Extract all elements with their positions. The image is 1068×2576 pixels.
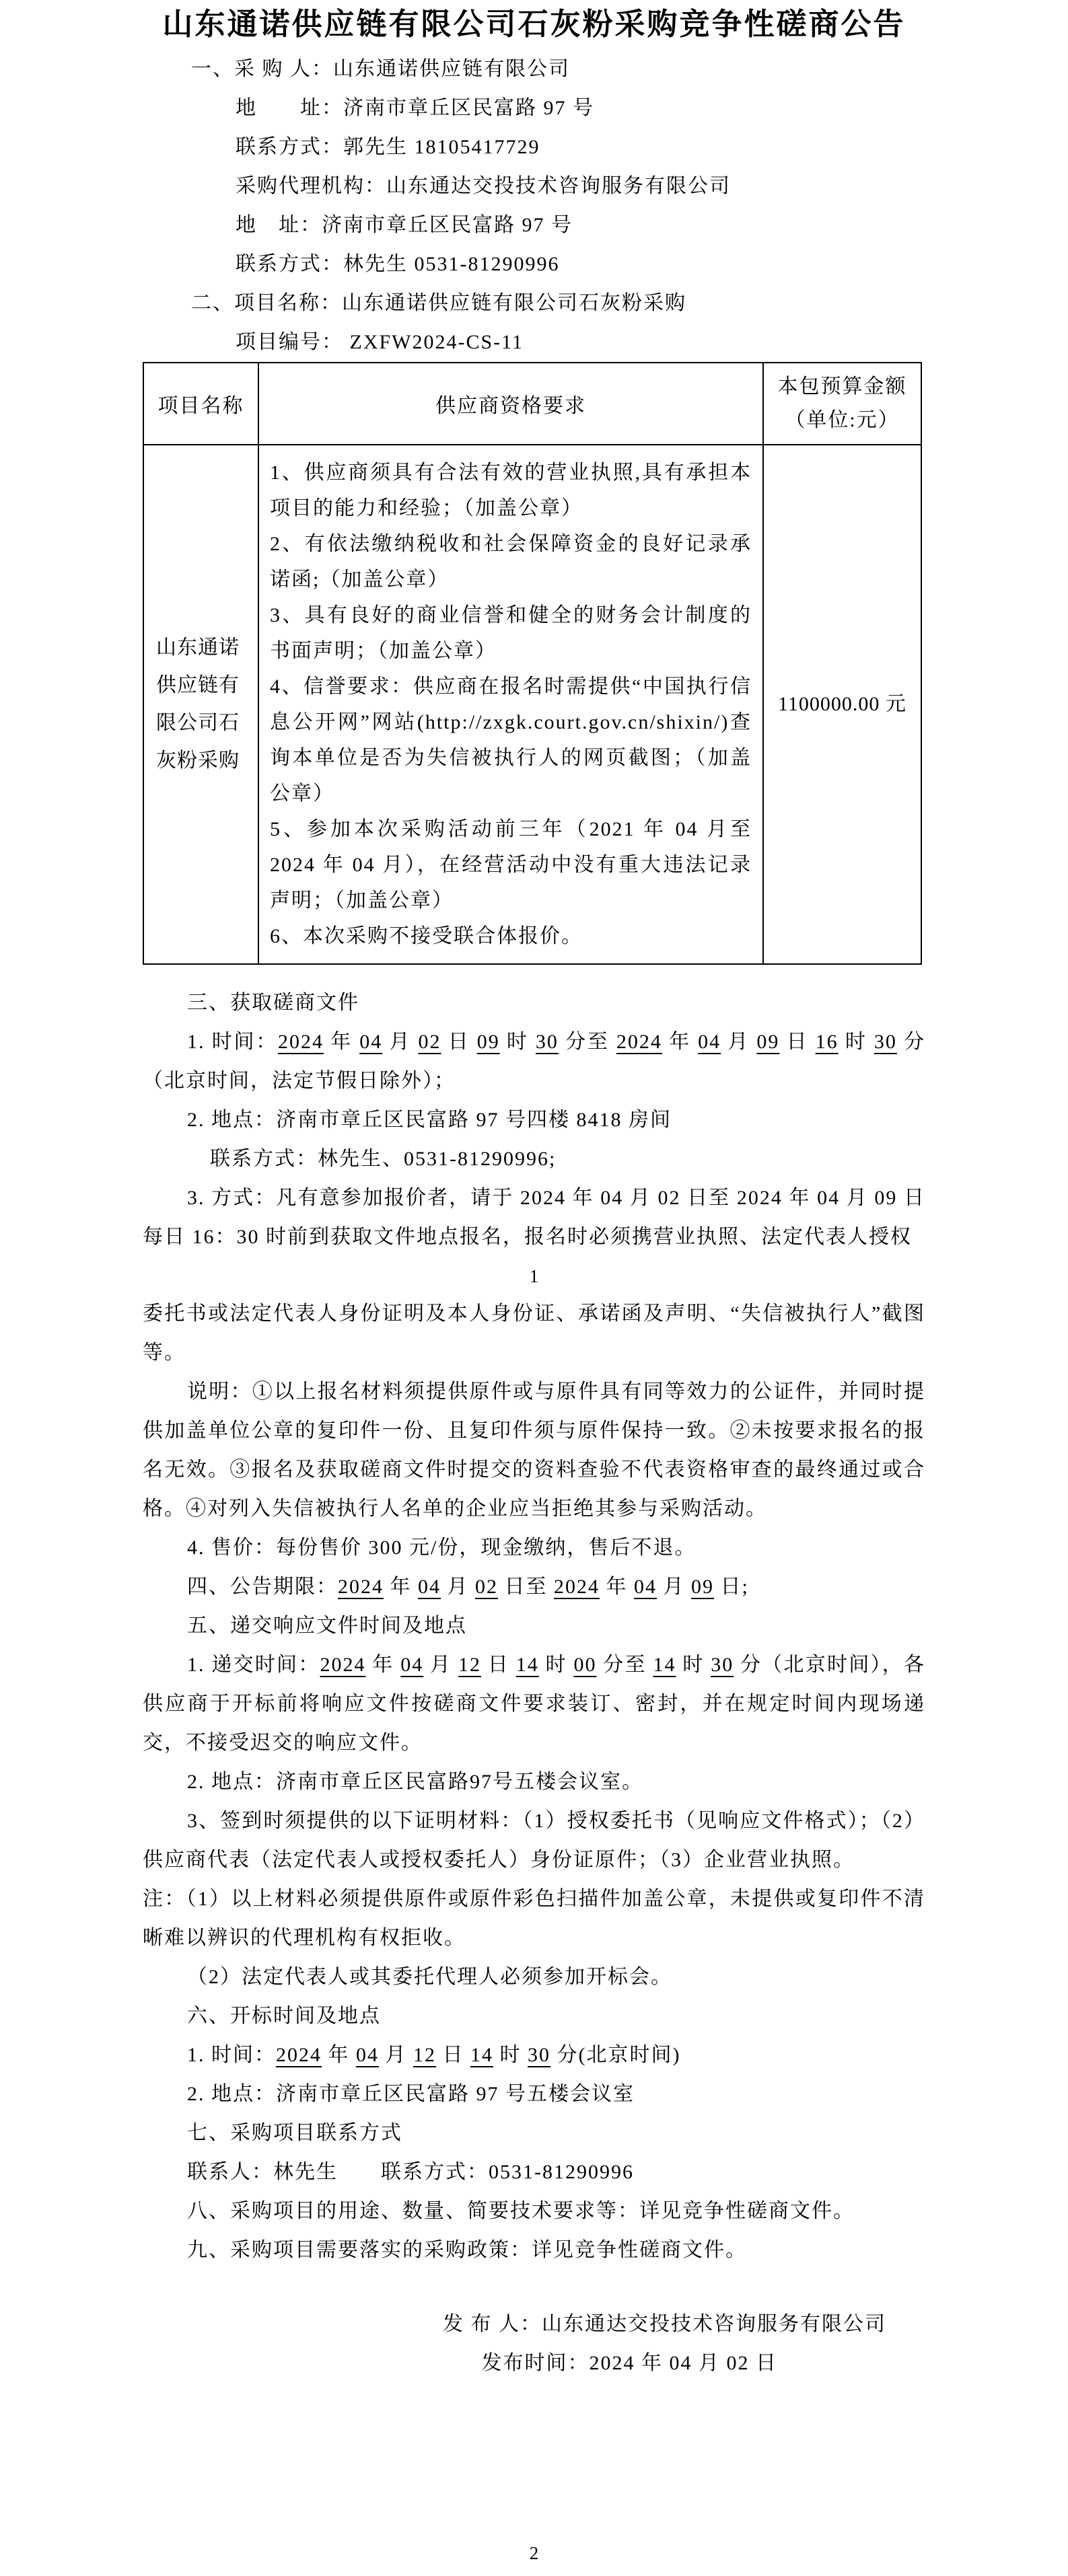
announcement-period-line: 四、公告期限：2024 年 04 月 02 日至 2024 年 04 月 09 日; [187,1576,749,1598]
section7-heading: 七、采购项目联系方式 [187,2122,402,2144]
note-attendance: （2）法定代表人或其委托代理人必须参加开标会。 [187,1966,672,1988]
page-number-1: 1 [529,1266,539,1286]
submit-time-paragraph: 1. 递交时间：2024 年 04 月 12 日 14 时 00 分至 14 时 30 分（北京时间），各供应商于开标前将响应文件按磋商文件要求装订、密封，并在规定时间内现场递交，不接受迟交的响应文件。 [143,1654,925,1754]
note-original-documents: 注：（1）以上材料必须提供原件或原件彩色扫描件加盖公章，未提供或复印件不清晰难以辨识的代理机构有权拒收。 [143,1888,925,1949]
purchaser-line: 一、采 购 人：山东通诺供应链有限公司 [191,58,570,80]
agency-line: 采购代理机构：山东通达交投技术咨询服务有限公司 [236,175,731,197]
table-row [143,445,921,964]
agency-address-line: 地 址：济南市章丘区民富路 97 号 [236,214,573,236]
budget-header [763,363,921,445]
requirement-item: 4、信誉要求：供应商在报名时需提供“中国执行信息公开网”网站(http://zxgk.court.gov.cn/shixin/)查询本单位是否为失信被执行人的网页截图；（加盖公章） [270,675,752,805]
page-2-content [143,1294,925,2383]
document-title: 山东通诺供应链有限公司石灰粉采购竞争性磋商公告 [162,7,906,41]
requirement-item: 6、本次采购不接受联合体报价。 [270,925,583,947]
table-header-row [143,363,921,445]
project-number-line: 项目编号： ZXFW2024-CS-11 [236,331,524,353]
publish-date-line: 发布时间：2024 年 04 月 02 日 [481,2352,777,2374]
project-contact-line: 联系人：林先生 联系方式：0531-81290996 [187,2161,634,2183]
obtain-time-line: 1. 时间：2024 年 04 月 02 日 09 时 30 分至 2024 年 04 月 09 日 16 时 30 分（北京时间，法定节假日除外）； [143,1031,926,1092]
purchaser-address-line: 地 址：济南市章丘区民富路 97 号 [236,97,594,119]
project-name-line: 二、项目名称：山东通诺供应链有限公司石灰粉采购 [191,292,686,314]
project-name-cell: 山东通诺供应链有限公司石灰粉采购 [143,445,258,964]
section6-heading: 六、开标时间及地点 [187,2005,381,2027]
purchaser-contact-line: 联系方式：郭先生 18105417729 [236,136,540,158]
supplier-qualification-header: 供应商资格要求 [258,363,763,445]
method-continuation-paragraph: 委托书或法定代表人身份证明及本人身份证、承诺函及声明、“失信被执行人”截图等。 [143,1302,925,1364]
document-price-line: 4. 售价：每份售价 300 元/份，现金缴纳，售后不退。 [187,1537,697,1559]
registration-notes-paragraph: 说明：①以上报名材料须提供原件或与原件具有同等效力的公证件，并同时提供加盖单位公章的复印件一份、且复印件须与原件保持一致。②未按要求报名的报名无效。③报名及获取磋商文件时提交的资料查验不代表资格审查的最终通过或合格。④对列入失信被执行人名单的企业应当拒绝其参与采购活动。 [143,1381,925,1520]
open-location-line: 2. 地点：济南市章丘区民富路 97 号五楼会议室 [187,2083,635,2105]
obtain-location-line: 2. 地点：济南市章丘区民富路 97 号四楼 8418 房间 [187,1109,672,1131]
obtain-contact-line: 联系方式：林先生、0531-81290996; [210,1148,557,1170]
requirements-cell [258,445,763,964]
project-name-header: 项目名称 [143,363,258,445]
requirement-item: 3、具有良好的商业信誉和健全的财务会计制度的书面声明；（加盖公章） [270,604,752,662]
section9-line: 九、采购项目需要落实的采购政策：详见竞争性磋商文件。 [187,2239,747,2261]
section5-heading: 五、递交响应文件时间及地点 [187,1615,467,1637]
submit-location-line: 2. 地点：济南市章丘区民富路97号五楼会议室。 [187,1771,643,1793]
basic-info-section [143,50,925,362]
open-time-line: 1. 时间：2024 年 04 月 12 日 14 时 30 分(北京时间) [187,2044,681,2066]
budget-header-line1: 本包预算金额 [777,375,907,398]
page-number-2: 2 [529,2543,539,2563]
requirement-item: 5、参加本次采购活动前三年（2021 年 04 月至 2024 年 04 月），在经营活动中没有重大违法记录声明；（加盖公章） [270,818,752,912]
section-obtain-documents [143,984,925,1257]
requirement-item: 2、有依法缴纳税收和社会保障资金的良好记录承诺函;（加盖公章） [270,533,752,591]
agency-contact-line: 联系方式：林先生 0531-81290996 [236,253,560,275]
requirement-item: 1、供应商须具有合法有效的营业执照,具有承担本项目的能力和经验；（加盖公章） [270,462,752,519]
qualification-table [143,362,922,965]
budget-header-line2: （单位:元） [785,409,900,431]
section8-line: 八、采购项目的用途、数量、简要技术要求等：详见竞争性磋商文件。 [187,2200,855,2222]
signin-materials-paragraph: 3、签到时须提供的以下证明材料：（1）授权委托书（见响应文件格式）；（2）供应商代表（法定代表人或授权委托人）身份证原件；（3）企业营业执照。 [143,1810,925,1871]
budget-cell: 1100000.00 元 [763,445,921,964]
obtain-method-paragraph: 3. 方式：凡有意参加报价者，请于 2024 年 04 月 02 日至 2024 年 04 月 09 日每日 16：30 时前到获取文件地点报名，报名时必须携营业执照、法定代表人授权 [143,1187,925,1248]
section3-heading: 三、获取磋商文件 [187,992,359,1014]
publisher-line: 发 布 人：山东通达交投技术咨询服务有限公司 [443,2313,886,2335]
